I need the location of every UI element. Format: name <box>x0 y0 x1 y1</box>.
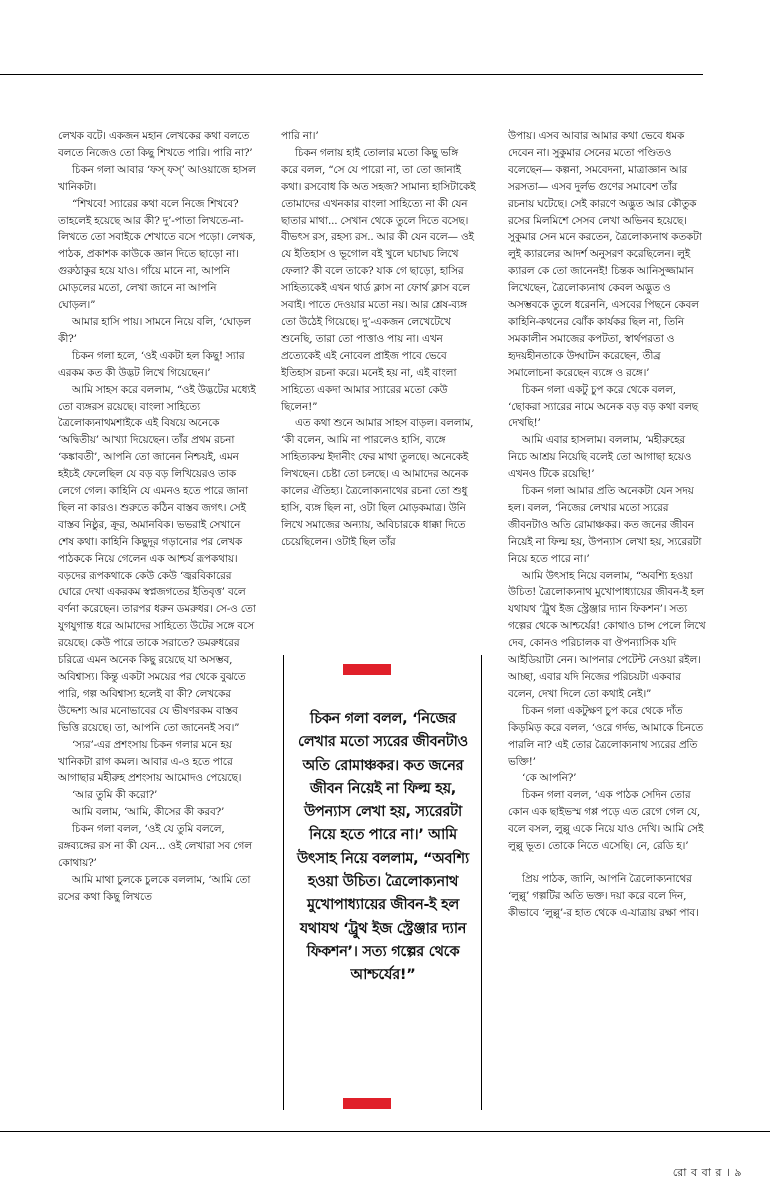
paragraph: চিকন গলা আবার ‘ফস্‌ ফস্‌’ আওয়াজে হাসল খানিকটা। <box>58 163 256 193</box>
paragraph: আমার হাসি পায়। সামনে নিয়ে বলি, ‘ঘোড়ল কী?’ <box>58 315 251 345</box>
paragraph: লেখক বটে। একজন মহান লেখকের কথা বলতে বলতে নিজেও তো কিছু শিখতে পারি। পারি না?’ <box>58 130 253 159</box>
page-footer: রো ব বা র । ৯ <box>672 1166 742 1179</box>
paragraph: আমি উৎসাহ নিয়ে বললাম, “অবশ্যি হওয়া উচিত! ত্রৈলোক্যনাথ মুখোপাধ্যায়ের জীবন-ই হল যথাযথ ‘ট্রুথ ইজ স্ট্রেঞ্জার দ্যান ফিকশন’। সত্য গল্পের থেকে আশ্চর্যের! কোথাও চান্স পেলে লিখে দেব, কোনও পরিচালক বা ঔপন্যাসিক যদি আইডিয়াটা নেন। আপনার পেটেন্ট নেওয়া রইল। আচ্ছা, এবার যদি নিজের পরিচয়টা একবার বলেন, দেখা দিলে তো কথাই নেই।” <box>508 569 706 700</box>
top-rule <box>0 74 703 75</box>
paragraph: আমি এবার হাসলাম। বললাম, ‘মহীরুহের নিচে আশ্রয় নিয়েছি বলেই তো আগাছা হয়েও এখনও টিকে রয়েছি!’ <box>508 434 692 481</box>
paragraph-spacer <box>508 855 706 871</box>
paragraph: পারি না।’ <box>281 130 319 142</box>
paragraph: চিকন গলা বলল, ‘এক পাঠক সেদিন তোর কোন এক ছাইভস্ম গপ্প পড়ে এত রেগে গেল যে, বলে বসল, লুল্লু একে নিয়ে যাও দেখি। আমি সেই লুল্লু ভূত। তোকে নিতে এসেছি। নে, রেডি হ।’ <box>508 789 704 853</box>
paragraph: আমি মাথা চুলকে চুলকে বললাম, ‘আমি তো রসের কথা কিছু লিখতে <box>58 873 251 903</box>
pullquote-left-border <box>283 655 284 1110</box>
article-column-1 <box>58 128 256 1118</box>
paragraph: চিকন গলা হলে, ‘ওই একটা হল কিছু! স্যার এরকম কত কী উদ্ভট লিখে গিয়েছেন।’ <box>58 349 245 379</box>
paragraph: ‘আর তুমি কী করো?’ <box>72 789 158 802</box>
paragraph: উপায়। এসব আবার আমার কথা ভেবে ধমক দেবেন না। সুকুমার সেনের মতো পণ্ডিতও বলেছেন— কল্পনা, সমবেদনা, মাত্রাজ্ঞান আর সরসতা— এসব দুর্লভ গুণের সমাবেশ তাঁর রচনায় ঘটেছে। সেই কারণে অদ্ভুত আর কৌতুক রসের মিলমিশে সেসব লেখা অভিনব হয়েছে। সুকুমার সেন মনে করতেন, ত্রৈলোক্যনাথ কতকটা লুই ক্যারলের আদর্শ অনুসরণ করেছিলেন। লুই ক্যারল কে তো জানেনই! চিন্তক আনিসুজ্জামান লিখেছেন, ত্রৈলোক্যনাথ কেবল অদ্ভুত ও অসম্ভবকে তুলে ধরেননি, এসবের পিছনে কেবল কাহিনি-কথনের ঝোঁক কার্যকর ছিল না, তিনি সমকালীন সমাজের কপটতা, স্বার্থপরতা ও হৃদয়হীনতাকে উদ্ঘাটন করেছেন, তীব্র সমালোচনা করেছেন ব্যঙ্গে ও রঙ্গে।’ <box>508 130 702 379</box>
article-column-3 <box>508 128 706 1118</box>
paragraph: চিকন গলায় হাই তোলার মতো কিছু ভঙ্গি করে বলল, “সে যে পারো না, তা তো জানাই কথা। রসবোধ কি অত সহজ? সামান্য হাসিটাকেই তোমাদের এখনকার বাংলা সাহিত্যে না কী যেন ছাতার মাথা... সেখান থেকে তুলে দিতে বসেছ। বীভৎস রস, রহস্য রস.. আর কী যেন বলে— ওই যে ইতিহাস ও ভূগোল বই খুলে ঘচাঘচ লিখে ফেলা? কী বলে তাকে? যাক গে ছাড়ো, হাসির সাহিত্যকেই এখন থার্ড ক্লাস না ফোর্থ ক্লাস বলে সবাই। পাতে দেওয়ার মতো নয়। আর শ্লেষ-ব্যঙ্গ তো উঠেই গিয়েছে। দু’-একজন লেখেটেখে শুনেছি, তারা তো পাত্তাও পায় না। এখন প্রত্যেকেই এই নোবেল প্রাইজ পাবে ভেবে ইতিহাস রচনা করে। মনেই হয় না, এই বাংলা সাহিত্যে একদা আমার স্যারের মতো কেউ ছিলেন!” <box>281 146 476 413</box>
paragraph: ‘স্যর’-এর প্রশংসায় চিকন গলার মনে হয় খানিকটা রাগ কমল। আবার এ-ও হতে পারে আগাছার মহীরুহ প্রশংসায় আমোদও পেয়েছে। <box>58 738 242 785</box>
paragraph: এত কথা শুনে আমার সাহস বাড়ল। বললাম, ‘কী বলেন, আমি না পারলেও হাসি, ব্যঙ্গে সাহিত্যকম্ম ইদানীং ফের মাথা তুলছে। অনেকেই লিখছেন। চেষ্টা তো চলছে। এ আমাদের অনেক কালের ঐতিহ্য। ত্রৈলোক্যনাথের রচনা তো শুধু হাসি, ব্যঙ্গ ছিল না, ওটা ছিল মোড়কমাত্র। উনি লিখে সমাজের অন্যায়, অবিচারকে ধাক্কা দিতে চেয়েছিলেন। ওটাই ছিল তাঁর <box>281 417 474 548</box>
paragraph: চিকন গলা একটু চুপ করে থেকে বলল, ‘ছোকরা স্যারের নামে অনেক বড় বড় কথা বলছ দেখছি!’ <box>508 383 698 430</box>
pullquote: চিকন গলা বলল, ‘নিজের লেখার মতো স্যরের জীবনটাও অতি রোমাঞ্চকর। কত জনের জীবন নিয়েই না ফিল্ম হয়, উপন্যাস লেখা হয়, স্যরেরটা নিয়ে হতে পারে না।’ আমি উৎসাহ নিয়ে বললাম, “অবশ্যি হওয়া উচিত। ত্রৈলোক্যনাথ মুখোপাধ্যায়ের জীবন-ই হল যথাযথ ‘ট্রুথ ইজ স্ট্রেঞ্জার দ্যান ফিকশন’। সত্য গল্পের থেকে আশ্চর্যের!” <box>297 711 469 984</box>
paragraph: আমি সাহস করে বললাম, “ওই উদ্ভটের মধ্যেই তো ব্যঙ্গরস রয়েছে। বাংলা সাহিত্যে ত্রৈলোক্যনাথমশাইকে এই বিষয়ে অনেকে ‘অদ্বিতীয়’ আখ্যা দিয়েছেন। তাঁর প্রথম রচনা ‘কঙ্কাবতী’, আপনি তো জানেন নিশ্চয়ই, এমন হইচই ফেলেছিল যে বড় বড় লিখিয়েরও তাক লেগে গেল। কাহিনি যে এমনও হতে পারে জানা ছিল না কারও। শুরুতে কঠিন বাস্তব জগৎ। সেই বাস্তব নিষ্ঠুর, ক্রূর, অমানবিক। ভভরাই সেখানে শেষ কথা। কাহিনি কিছুদূর গড়ানোর পর লেখক পাঠককে নিয়ে গেলেন এক আশ্চর্য রূপকথায়। বড়দের রূপকথাকে কেউ কেউ ‘জ্বরবিকারের ঘোরে দেখা একরকম স্বপ্নজগতের ইতিবৃত্ত’ বলে বর্ণনা করেছেন। তারপর ধরুন ডমরুধর। সে-ও তো যুগযুগান্ত ধরে আমাদের সাহিত্যে উটের সঙ্গে বসে রয়েছে। কেউ পারে তাকে সরাতে? ডমরুধরের চরিত্রে এমন অনেক কিছু রয়েছে যা অসম্ভব, অবিশ্বাস্য। কিন্তু একটা সময়ের পর থেকে বুঝতে পারি, গল্প অবিশ্বাস্য হলেই বা কী? লেখকের উদ্দেশ্য আর মনোভাবের যে ভীষণরকম বাস্তব ভিত্তি রয়েছে। তা, আপনি তো জানেনই সব।” <box>58 383 256 734</box>
paragraph: প্রিয় পাঠক, জানি, আপনি ত্রৈলোক্যনাথের ‘লুল্লু’ গল্পটির অতি ভক্ত। দয়া করে বলে দিন, কীভাবে ‘লুল্লু’-র হাত থেকে এ-যাত্রায় রক্ষা পাব। <box>508 872 699 919</box>
paragraph: “শিখবে! স্যারের কথা বলে নিজে শিখবে? তাহলেই হয়েছে আর কী? দু’-পাতা লিখতে-না-লিখতে তো সবাইকে শেখাতে বসে পড়ো। লেখক, পাঠক, প্রকাশক কাউকে জ্ঞান দিতে ছাড়ো না। গুরুঠাকুর হয়ে যাও। গাঁয়ে মানে না, আপনি মোড়লের মতো, লেখা জানে না আপনি ঘোড়ল।” <box>58 197 256 312</box>
paragraph: ‘কে আপনি?’ <box>522 772 577 785</box>
paragraph: চিকন গলা একটুক্ষণ চুপ করে থেকে দাঁত কিড়মিড় করে বলল, ‘ওরে গর্দভ, আমাকে চিনতে পারলি না? এই তোর ত্রৈলোক্যনাথ স্যরের প্রতি ভক্তি!’ <box>508 704 703 768</box>
paragraph: আমি বলাম, ‘আমি, কীসের কী করব?’ <box>72 806 225 819</box>
pullquote-bottom-accent-bar <box>343 1098 391 1109</box>
bottom-rule <box>0 1131 770 1132</box>
article-column-2 <box>281 128 477 648</box>
paragraph: চিকন গলা বলল, ‘ওই যে তুমি বললে, রঙ্গব্যঙ্গের রস না কী যেন... ওই লেখারা সব গেল কোথায়?’ <box>58 823 252 869</box>
pullquote-top-accent-bar <box>343 664 391 675</box>
paragraph: চিকন গলা আমার প্রতি অনেকটা যেন সদয় হল। বলল, ‘নিজের লেখার মতো স্যরের জীবনটাও অতি রোমাঞ্চকর। কত জনের জীবন নিয়েই না ফিল্ম হয়, উপন্যাস লেখা হয়, স্যরেরটা নিয়ে হতে পারে না।’ <box>508 485 702 565</box>
pullquote-right-border <box>481 655 482 1110</box>
